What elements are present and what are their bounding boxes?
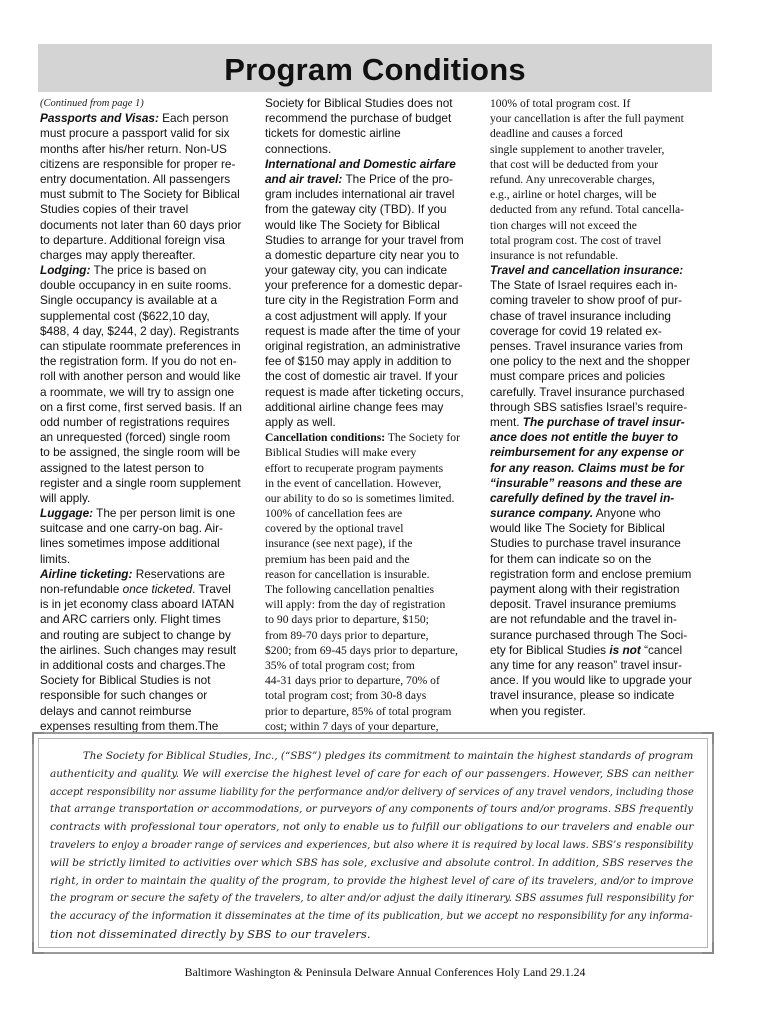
text-line [490, 582, 704, 597]
body-text: limits. [40, 551, 71, 566]
page-footer: Baltimore Washington & Peninsula Delware Annual Conferences Holy Land 29.1.24 [184, 965, 586, 979]
column-3 [490, 96, 704, 719]
corner-ornament [32, 732, 44, 744]
text-line [265, 476, 479, 491]
body-text: expenses resulting from them.The [40, 718, 219, 733]
text-line [265, 521, 479, 536]
body-text: lines sometimes impose additional [40, 536, 220, 551]
emphasis-text: once ticketed [122, 582, 193, 596]
text-line [265, 293, 479, 308]
text-line [490, 673, 704, 688]
text-line [40, 658, 254, 673]
body-text: will apply: from the day of registration [265, 598, 446, 612]
notice-line: accept responsibility nor assume liability for the performance and/or delivery of services of any travel vendors, including those [50, 786, 694, 798]
body-text: The per person limit is one [93, 506, 236, 521]
body-text: can stipulate roommate preferences in [40, 339, 241, 353]
text-line [490, 293, 704, 308]
body-text: must submit to The Society for Biblical [40, 187, 240, 202]
text-line [40, 688, 254, 703]
body-text: and routing are subject to change by [40, 627, 231, 642]
body-text: insurance (see next page), if the [265, 537, 413, 551]
body-text: The Society for [385, 431, 460, 445]
body-text: payment along with their registration [490, 582, 680, 596]
text-line [40, 218, 254, 233]
body-text: on a first come, first served basis. If an [40, 399, 242, 414]
text-line [265, 202, 479, 217]
text-line [265, 628, 479, 643]
body-text: request is made after ticketing occurs, [265, 384, 464, 399]
text-line [490, 324, 704, 339]
body-text: gram includes international air travel [265, 187, 455, 202]
body-text: $200; from 69-45 days prior to departure, [265, 643, 458, 657]
column-2 [265, 96, 479, 734]
body-text: Society for Biblical Studies does not [265, 96, 453, 110]
column-2-text [265, 96, 479, 734]
body-text: to 90 days prior to departure, $150; [265, 613, 429, 627]
text-line [40, 582, 254, 597]
section-heading: Cancellation conditions: [265, 431, 386, 445]
text-line [490, 461, 704, 476]
body-text: to departure. Additional foreign visa [40, 232, 225, 247]
body-text: Anyone who [593, 506, 661, 521]
body-text: premium has been paid and the [265, 552, 410, 566]
text-line [40, 385, 254, 400]
body-text: apply as well. [265, 414, 336, 429]
section-heading: Passports and Visas: [40, 111, 159, 126]
section-heading: Luggage: [40, 506, 94, 521]
section-heading: “insurable” reasons and these are [490, 475, 683, 490]
body-text: would like The Society for Biblical [265, 217, 440, 232]
sbs-responsibility-notice [32, 732, 714, 954]
text-line [265, 142, 479, 157]
notice-line: will be strictly limited to activities over which SBS has sole, exclusive and absolute control. In addition, SBS reserves the [50, 856, 694, 869]
text-line [490, 248, 704, 263]
text-line [40, 233, 254, 248]
body-text: an unrequested (forced) single room [40, 430, 231, 445]
body-text: must procure a passport valid for six [40, 126, 230, 141]
text-line [490, 354, 704, 369]
body-text: the cost of domestic air travel. If your [265, 369, 458, 384]
text-line [265, 612, 479, 627]
text-line [265, 704, 479, 719]
body-text: additional airline change fees may [265, 399, 444, 414]
text-line [265, 263, 479, 278]
text-line [490, 491, 704, 506]
body-text: Biblical Studies will make every [265, 446, 417, 460]
text-line [265, 506, 479, 521]
body-text: covered by the optional travel [265, 522, 404, 536]
body-text: through SBS satisfies Israel’s require- [490, 399, 688, 414]
emphasis-text: is not [609, 642, 641, 657]
body-text: when you register. [490, 703, 586, 718]
text-line [490, 142, 704, 157]
text-line [265, 278, 479, 293]
text-line [40, 263, 254, 278]
text-line [40, 491, 254, 506]
text-line [40, 506, 254, 521]
text-line [40, 628, 254, 643]
body-text: The following cancellation penalties [265, 583, 435, 596]
body-text: your cancellation is after the full payment [490, 112, 684, 126]
body-text: register and a single room supplement [40, 475, 241, 490]
text-line [490, 172, 704, 187]
body-text: Single occupancy is available at a [40, 293, 218, 308]
text-line [490, 339, 704, 354]
body-text: ance. If you would like to upgrade your [490, 673, 692, 688]
section-heading: for any reason. Claims must be for [490, 460, 685, 475]
body-text: reason for cancellation is insurable. [265, 567, 430, 581]
body-text: The State of Israel requires each in- [490, 278, 678, 293]
body-text: 35% of total program cost; from [265, 658, 415, 672]
text-line [490, 126, 704, 141]
notice-line: the program or secure the safety of the travelers, to alter and/or adjust the daily itinerary. SBS assumes full responsibility for [50, 893, 694, 905]
notice-line: that arrange transportation or accommodations, or purveyors of any components of tours and/or programs. SBS frequently [50, 803, 694, 816]
body-text: The price is based on [90, 263, 207, 278]
body-text: odd number of registrations requires [40, 414, 230, 429]
continued-note: (Continued from page 1) [40, 98, 144, 109]
body-text: from 89-70 days prior to departure, [265, 628, 429, 642]
section-heading: carefully defined by the travel in- [490, 490, 675, 505]
text-line [265, 354, 479, 369]
text-line [490, 552, 704, 567]
text-line [265, 643, 479, 658]
text-line [40, 521, 254, 536]
body-text: entry documentation. All passengers [40, 171, 231, 186]
text-line [265, 415, 479, 430]
body-text: request is made after the time of your [265, 323, 461, 338]
body-text: a cost adjustment will apply. If your [265, 308, 448, 323]
text-line [40, 400, 254, 415]
body-text: carefully. Travel insurance purchased [490, 384, 685, 399]
text-line [40, 309, 254, 324]
text-line [490, 218, 704, 233]
body-text: Each person [158, 111, 229, 126]
body-text: roll with another person and would like [40, 369, 241, 384]
text-line [40, 172, 254, 187]
body-text: to be assigned, the single room will be [40, 445, 241, 460]
body-text: original registration, an administrative [265, 339, 461, 353]
corner-ornament [32, 942, 44, 954]
text-line [490, 643, 704, 658]
body-text: total program cost; from 30-8 days [265, 689, 427, 703]
body-text: coming traveler to show proof of pur- [490, 293, 683, 308]
text-line [490, 263, 704, 278]
body-text: Studies to arrange for your travel from [265, 232, 464, 247]
column-3-text [490, 96, 704, 719]
text-line [40, 157, 254, 172]
text-line [490, 628, 704, 643]
text-line [265, 126, 479, 141]
text-line [265, 339, 479, 354]
text-line [490, 704, 704, 719]
text-line [40, 612, 254, 627]
text-line [265, 309, 479, 324]
text-line [40, 552, 254, 567]
notice-line: authenticity and quality. We will exercise the highest level of care for each of our passengers. However, SBS can neither [50, 767, 693, 780]
body-text: the registration form. If you do not en- [40, 354, 237, 369]
body-text: in additional costs and charges.The [40, 657, 226, 672]
body-text: Studies to purchase travel insurance [490, 536, 681, 551]
text-line [490, 369, 704, 384]
text-line [265, 552, 479, 567]
notice-line: travelers to enjoy a broader range of services and experiences, but also where it is required by local laws. SBS’s responsibility [50, 839, 693, 851]
section-heading: surance company. [490, 506, 594, 521]
body-text: from the gateway city (TBD). If you [265, 202, 447, 217]
body-text: cost; within 7 days of your departure, [265, 719, 439, 733]
text-line [40, 673, 254, 688]
section-heading: Airline ticketing: [40, 566, 133, 581]
body-text: $488, 4 day, $244, 2 day). Registrants [40, 323, 240, 338]
body-text: refund. Any unrecoverable charges, [490, 172, 655, 186]
body-text: charges may apply thereafter. [40, 247, 196, 262]
emphasis-text: The purchase of travel insur- [522, 414, 685, 429]
text-line [40, 476, 254, 491]
body-text: Studies copies of their travel [40, 202, 189, 217]
body-text: non-refundable [40, 582, 123, 596]
text-line [40, 567, 254, 582]
body-text: and ARC carriers only. Flight times [40, 612, 221, 627]
text-line [265, 445, 479, 460]
text-line [40, 142, 254, 157]
text-line [40, 324, 254, 339]
text-line [265, 400, 479, 415]
text-line [490, 278, 704, 293]
text-line [40, 461, 254, 476]
body-text: recommend the purchase of budget [265, 111, 452, 126]
body-text: ture city in the Registration Form and [265, 293, 459, 308]
body-text: that cost will be deducted from your [490, 157, 659, 171]
body-text: supplemental cost ($622,10 day, [40, 308, 210, 323]
text-line [40, 293, 254, 308]
body-text: effort to recuperate program payments [265, 461, 444, 475]
body-text: penses. Travel insurance varies from [490, 339, 683, 353]
body-text: are not refundable and the travel in- [490, 612, 677, 627]
body-text: deposit. Travel insurance premiums [490, 597, 677, 612]
text-line [265, 385, 479, 400]
text-line [490, 111, 704, 126]
text-line [265, 96, 479, 111]
text-line [265, 172, 479, 187]
body-text: will apply. [40, 490, 91, 505]
text-line [40, 126, 254, 141]
text-line [490, 430, 704, 445]
body-text: citizens are responsible for proper re- [40, 156, 236, 171]
body-text: double occupancy in en suite rooms. [40, 278, 232, 293]
body-text: Reservations are [132, 566, 225, 581]
text-line [490, 445, 704, 460]
body-text: . Travel [192, 582, 231, 596]
text-line [265, 111, 479, 126]
text-line [265, 597, 479, 612]
text-line [40, 536, 254, 551]
text-line [265, 688, 479, 703]
body-text: assigned to the latest person to [40, 460, 204, 475]
text-line [490, 96, 704, 111]
body-text: our ability to do so is sometimes limited. [265, 491, 455, 505]
body-text: one policy to the next and the shopper [490, 354, 691, 369]
body-text: in the event of cancellation. However, [265, 476, 442, 490]
body-text: coverage for covid 19 related ex- [490, 323, 662, 338]
section-heading: reimbursement for any expense or [490, 445, 684, 460]
text-line [265, 673, 479, 688]
text-line [490, 536, 704, 551]
text-line [40, 369, 254, 384]
text-line [265, 324, 479, 339]
section-heading: Travel and cancellation insurance: [490, 263, 684, 278]
body-text: The Price of the pro- [342, 171, 453, 186]
page-title: Program Conditions [38, 44, 712, 92]
notice-line: contracts with professional tour operators, not only to enable us to fulfill our obligations to our travelers and enable our [50, 821, 694, 834]
text-line [40, 111, 254, 126]
column-1-text [40, 111, 254, 734]
text-line [40, 248, 254, 263]
body-text: 100% of total program cost. If [490, 97, 631, 110]
text-line [490, 476, 704, 491]
text-line [490, 202, 704, 217]
text-line [40, 187, 254, 202]
body-text: surance purchased through The Soci- [490, 627, 688, 642]
text-line [40, 430, 254, 445]
body-text: your preference for a domestic depar- [265, 278, 463, 293]
body-text: chase of travel insurance including [490, 308, 671, 323]
text-line [265, 187, 479, 202]
text-line [490, 400, 704, 415]
text-line [265, 233, 479, 248]
text-line [40, 354, 254, 369]
text-line [490, 521, 704, 536]
text-line [40, 415, 254, 430]
notice-line: the accuracy of the information it disseminates at the time of its publication, but we accept no responsibility for any informa- [50, 911, 693, 923]
text-line [265, 567, 479, 582]
body-text: connections. [265, 141, 332, 156]
body-text: would like The Society for Biblical [490, 521, 665, 536]
body-text: ety for Biblical Studies [490, 642, 610, 657]
text-line [490, 309, 704, 324]
text-line [265, 430, 479, 445]
text-line [490, 688, 704, 703]
body-text: for them can indicate so on the [490, 551, 652, 566]
body-text: 44-31 days prior to departure, 70% of [265, 674, 440, 688]
text-line [490, 506, 704, 521]
body-text: “cancel [640, 642, 683, 657]
body-text: a domestic departure city near you to [265, 247, 460, 262]
body-text: delays and cannot reimburse [40, 703, 192, 718]
body-text: your gateway city, you can indicate [265, 263, 448, 278]
text-line [490, 658, 704, 673]
body-text: tion charges will not exceed the [490, 218, 637, 232]
section-heading: ance does not entitle the buyer to [490, 430, 679, 445]
body-text: the airlines. Such changes may result [40, 642, 237, 657]
body-text: registration form and enclose premium [490, 566, 692, 581]
body-text: ment. [490, 414, 523, 429]
text-line [265, 218, 479, 233]
body-text: e.g., airline or hotel charges, will be [490, 188, 657, 202]
corner-ornament [702, 942, 714, 954]
body-text: Society for Biblical Studies is not [40, 673, 211, 688]
section-heading: Lodging: [40, 263, 91, 278]
text-line [490, 233, 704, 248]
section-heading: and air travel: [265, 171, 343, 186]
text-line [40, 704, 254, 719]
section-heading: International and Domestic airfare [265, 156, 456, 171]
corner-ornament [702, 732, 714, 744]
text-line [40, 445, 254, 460]
notice-line: right, in order to maintain the quality of the program, to provide the highest level of care of its travelers, and/or to improve [50, 874, 694, 887]
text-line [265, 536, 479, 551]
body-text: responsible for such changes or [40, 688, 208, 703]
text-line [490, 567, 704, 582]
text-line [265, 248, 479, 263]
body-text: tickets for domestic airline [265, 126, 401, 141]
text-line [265, 157, 479, 172]
text-line [40, 643, 254, 658]
text-line [265, 658, 479, 673]
text-line [265, 582, 479, 597]
text-line [490, 157, 704, 172]
body-text: total program cost. The cost of travel [490, 233, 662, 247]
body-text: fee of $150 may apply in addition to [265, 354, 452, 369]
text-line [265, 369, 479, 384]
text-line [490, 415, 704, 430]
body-text: insurance is not refundable. [490, 248, 619, 262]
body-text: deducted from any refund. Total cancella- [490, 203, 685, 217]
text-line [490, 187, 704, 202]
body-text: any time for any reason” travel insur- [490, 657, 683, 672]
text-line [490, 385, 704, 400]
body-text: prior to departure, 85% of total program [265, 704, 452, 718]
text-line [40, 597, 254, 612]
body-text: must compare prices and policies [490, 369, 666, 384]
body-text: 100% of cancellation fees are [265, 507, 403, 521]
notice-line: tion not disseminated directly by SBS to our travelers. [50, 926, 371, 941]
body-text: a roommate, we will try to assign one [40, 384, 235, 399]
body-text: documents not later than 60 days prior [40, 217, 242, 232]
body-text: months after his/her return. Non-US [40, 141, 227, 156]
notice-text [50, 748, 702, 944]
text-line [265, 461, 479, 476]
text-line [40, 339, 254, 354]
column-1 [40, 96, 254, 734]
text-line [490, 597, 704, 612]
body-text: deadline and causes a forced [490, 127, 623, 141]
text-line [40, 278, 254, 293]
body-text: is in jet economy class aboard IATAN [40, 597, 235, 612]
text-line [265, 491, 479, 506]
body-text: single supplement to another traveler, [490, 142, 665, 156]
body-text: travel insurance, please so indicate [490, 688, 675, 703]
notice-line: The Society for Biblical Studies, Inc., (“SBS”) pledges its commitment to maintain the highest standards of program [50, 750, 694, 762]
body-text: suitcase and one carry-on bag. Air- [40, 521, 223, 536]
text-line [490, 612, 704, 627]
text-line [40, 202, 254, 217]
